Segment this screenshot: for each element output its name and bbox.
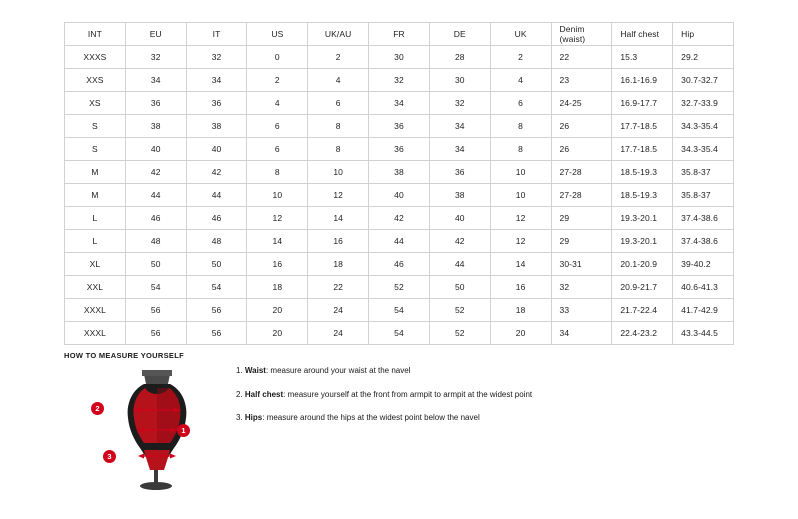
table-row	[65, 322, 734, 345]
table-cell: 30	[369, 46, 430, 69]
table-cell: 37.4-38.6	[673, 230, 734, 253]
table-cell: 36	[369, 138, 430, 161]
table-cell: 22	[308, 276, 369, 299]
table-cell: 17.7-18.5	[612, 115, 673, 138]
table-cell: 12	[308, 184, 369, 207]
table-cell: 34	[551, 322, 612, 345]
note-text: : measure around your waist at the navel	[265, 366, 411, 375]
table-row	[65, 184, 734, 207]
table-cell: 0	[247, 46, 308, 69]
table-cell: 29	[551, 207, 612, 230]
table-cell: 52	[429, 299, 490, 322]
table-cell: 34	[429, 115, 490, 138]
table-cell: 32	[429, 92, 490, 115]
table-cell: 2	[308, 46, 369, 69]
table-cell: 32	[551, 276, 612, 299]
table-cell: L	[65, 230, 126, 253]
table-cell: 40	[369, 184, 430, 207]
table-header-row	[65, 23, 734, 46]
table-cell: 34.3-35.4	[673, 138, 734, 161]
table-cell: 30.7-32.7	[673, 69, 734, 92]
table-cell: 54	[186, 276, 247, 299]
table-cell: 54	[369, 322, 430, 345]
column-header: FR	[369, 23, 430, 46]
how-to-measure-block	[64, 366, 744, 496]
table-cell: 43.3-44.5	[673, 322, 734, 345]
table-cell: 46	[186, 207, 247, 230]
table-cell: 6	[308, 92, 369, 115]
table-cell: 27-28	[551, 184, 612, 207]
table-cell: XXS	[65, 69, 126, 92]
column-header: Denim (waist)	[551, 23, 612, 46]
table-cell: 2	[490, 46, 551, 69]
table-cell: 21.7-22.4	[612, 299, 673, 322]
table-cell: M	[65, 161, 126, 184]
table-cell: 40	[429, 207, 490, 230]
table-cell: 54	[125, 276, 186, 299]
table-cell: 14	[490, 253, 551, 276]
table-row	[65, 69, 734, 92]
table-cell: 4	[490, 69, 551, 92]
table-cell: 4	[247, 92, 308, 115]
table-cell: 42	[369, 207, 430, 230]
table-cell: 35.8-37	[673, 161, 734, 184]
table-cell: 19.3-20.1	[612, 230, 673, 253]
table-cell: 41.7-42.9	[673, 299, 734, 322]
table-cell: 23	[551, 69, 612, 92]
table-cell: 20	[247, 299, 308, 322]
table-cell: 48	[186, 230, 247, 253]
table-cell: 32.7-33.9	[673, 92, 734, 115]
table-row	[65, 253, 734, 276]
table-cell: 39-40.2	[673, 253, 734, 276]
table-cell: 40.6-41.3	[673, 276, 734, 299]
table-cell: 22	[551, 46, 612, 69]
table-cell: 12	[490, 230, 551, 253]
column-header: Half chest	[612, 23, 673, 46]
note-term: Hips	[244, 413, 263, 423]
how-to-measure-title: HOW TO MEASURE YOURSELF	[64, 351, 184, 360]
table-cell: 38	[125, 115, 186, 138]
table-cell: 16	[247, 253, 308, 276]
table-cell: 32	[186, 46, 247, 69]
column-header: Hip	[673, 23, 734, 46]
table-row	[65, 115, 734, 138]
table-cell: 50	[125, 253, 186, 276]
table-cell: 16	[308, 230, 369, 253]
table-cell: 10	[490, 184, 551, 207]
table-row	[65, 138, 734, 161]
measure-badge-3: 3	[103, 450, 116, 463]
table-cell: 44	[369, 230, 430, 253]
table-cell: 29.2	[673, 46, 734, 69]
table-cell: 46	[125, 207, 186, 230]
table-cell: 33	[551, 299, 612, 322]
table-cell: 50	[429, 276, 490, 299]
table-cell: 34	[125, 69, 186, 92]
table-cell: 10	[247, 184, 308, 207]
table-row	[65, 276, 734, 299]
column-header: EU	[125, 23, 186, 46]
table-cell: 16.1-16.9	[612, 69, 673, 92]
table-cell: 52	[429, 322, 490, 345]
table-cell: 50	[186, 253, 247, 276]
table-cell: 29	[551, 230, 612, 253]
note-number: 2.	[236, 389, 245, 399]
table-cell: 22.4-23.2	[612, 322, 673, 345]
column-header: DE	[429, 23, 490, 46]
table-cell: 27-28	[551, 161, 612, 184]
table-cell: XXXL	[65, 299, 126, 322]
note-number: 3.	[236, 413, 245, 423]
table-cell: 34	[369, 92, 430, 115]
table-cell: S	[65, 138, 126, 161]
table-cell: 6	[247, 115, 308, 138]
table-cell: 16	[490, 276, 551, 299]
table-cell: 46	[369, 253, 430, 276]
table-cell: 35.8-37	[673, 184, 734, 207]
measure-note	[236, 413, 736, 423]
table-row	[65, 46, 734, 69]
table-row	[65, 92, 734, 115]
table-cell: 56	[125, 322, 186, 345]
table-cell: 30-31	[551, 253, 612, 276]
table-cell: 48	[125, 230, 186, 253]
table-cell: 18	[490, 299, 551, 322]
table-cell: 54	[369, 299, 430, 322]
table-cell: 20.1-20.9	[612, 253, 673, 276]
table-cell: 42	[429, 230, 490, 253]
table-cell: 28	[429, 46, 490, 69]
column-header: US	[247, 23, 308, 46]
note-term: Waist	[244, 366, 266, 375]
table-row	[65, 161, 734, 184]
table-cell: 2	[247, 69, 308, 92]
table-cell: XXL	[65, 276, 126, 299]
table-cell: 19.3-20.1	[612, 207, 673, 230]
table-cell: 36	[369, 115, 430, 138]
table-cell: 38	[369, 161, 430, 184]
table-cell: 17.7-18.5	[612, 138, 673, 161]
table-cell: 6	[247, 138, 308, 161]
table-cell: XL	[65, 253, 126, 276]
table-cell: 24	[308, 322, 369, 345]
table-cell: 24	[308, 299, 369, 322]
table-cell: XS	[65, 92, 126, 115]
table-cell: 8	[490, 115, 551, 138]
table-cell: 16.9-17.7	[612, 92, 673, 115]
table-cell: 4	[308, 69, 369, 92]
table-cell: 20	[247, 322, 308, 345]
table-cell: 12	[490, 207, 551, 230]
table-cell: 14	[247, 230, 308, 253]
table-cell: XXXL	[65, 322, 126, 345]
table-cell: 8	[308, 115, 369, 138]
note-number: 1.	[236, 366, 245, 375]
column-header: UK/AU	[308, 23, 369, 46]
measure-note	[236, 366, 736, 376]
table-cell: 56	[186, 299, 247, 322]
table-cell: 20	[490, 322, 551, 345]
table-cell: 26	[551, 115, 612, 138]
table-cell: 34.3-35.4	[673, 115, 734, 138]
note-text: : measure yourself at the front from armpit to armpit at the widest point	[283, 389, 533, 399]
table-cell: 40	[186, 138, 247, 161]
measure-notes	[236, 366, 736, 437]
table-cell: 15.3	[612, 46, 673, 69]
table-cell: 18.5-19.3	[612, 161, 673, 184]
table-cell: XXXS	[65, 46, 126, 69]
table-cell: 14	[308, 207, 369, 230]
table-cell: 8	[490, 138, 551, 161]
table-cell: 20.9-21.7	[612, 276, 673, 299]
table-cell: 44	[429, 253, 490, 276]
table-cell: 18	[247, 276, 308, 299]
table-cell: 8	[308, 138, 369, 161]
note-text: : measure around the hips at the widest point below the navel	[262, 413, 480, 423]
table-cell: 18.5-19.3	[612, 184, 673, 207]
table-cell: 36	[429, 161, 490, 184]
table-cell: 10	[490, 161, 551, 184]
table-cell: 12	[247, 207, 308, 230]
note-term: Half chest	[244, 389, 284, 399]
table-cell: 34	[186, 69, 247, 92]
table-cell: 44	[186, 184, 247, 207]
table-row	[65, 299, 734, 322]
table-cell: 26	[551, 138, 612, 161]
table-row	[65, 207, 734, 230]
table-cell: 30	[429, 69, 490, 92]
table-cell: S	[65, 115, 126, 138]
table-cell: L	[65, 207, 126, 230]
table-row	[65, 230, 734, 253]
size-table-container	[64, 22, 734, 345]
table-cell: 37.4-38.6	[673, 207, 734, 230]
measure-note	[236, 390, 736, 400]
table-cell: 10	[308, 161, 369, 184]
table-cell: M	[65, 184, 126, 207]
table-cell: 42	[186, 161, 247, 184]
column-header: IT	[186, 23, 247, 46]
table-cell: 36	[186, 92, 247, 115]
measure-badge-2: 2	[91, 402, 104, 415]
mannequin-figure	[84, 366, 224, 494]
table-cell: 24-25	[551, 92, 612, 115]
size-chart-table	[64, 22, 734, 345]
table-cell: 6	[490, 92, 551, 115]
table-cell: 38	[186, 115, 247, 138]
table-cell: 32	[369, 69, 430, 92]
table-cell: 44	[125, 184, 186, 207]
table-cell: 32	[125, 46, 186, 69]
measure-badge-1: 1	[177, 424, 190, 437]
column-header: INT	[65, 23, 126, 46]
table-cell: 52	[369, 276, 430, 299]
table-cell: 56	[125, 299, 186, 322]
table-cell: 40	[125, 138, 186, 161]
column-header: UK	[490, 23, 551, 46]
mannequin-illustration	[84, 366, 224, 494]
table-cell: 8	[247, 161, 308, 184]
table-cell: 36	[125, 92, 186, 115]
table-cell: 38	[429, 184, 490, 207]
table-cell: 42	[125, 161, 186, 184]
table-cell: 18	[308, 253, 369, 276]
table-cell: 34	[429, 138, 490, 161]
table-cell: 56	[186, 322, 247, 345]
